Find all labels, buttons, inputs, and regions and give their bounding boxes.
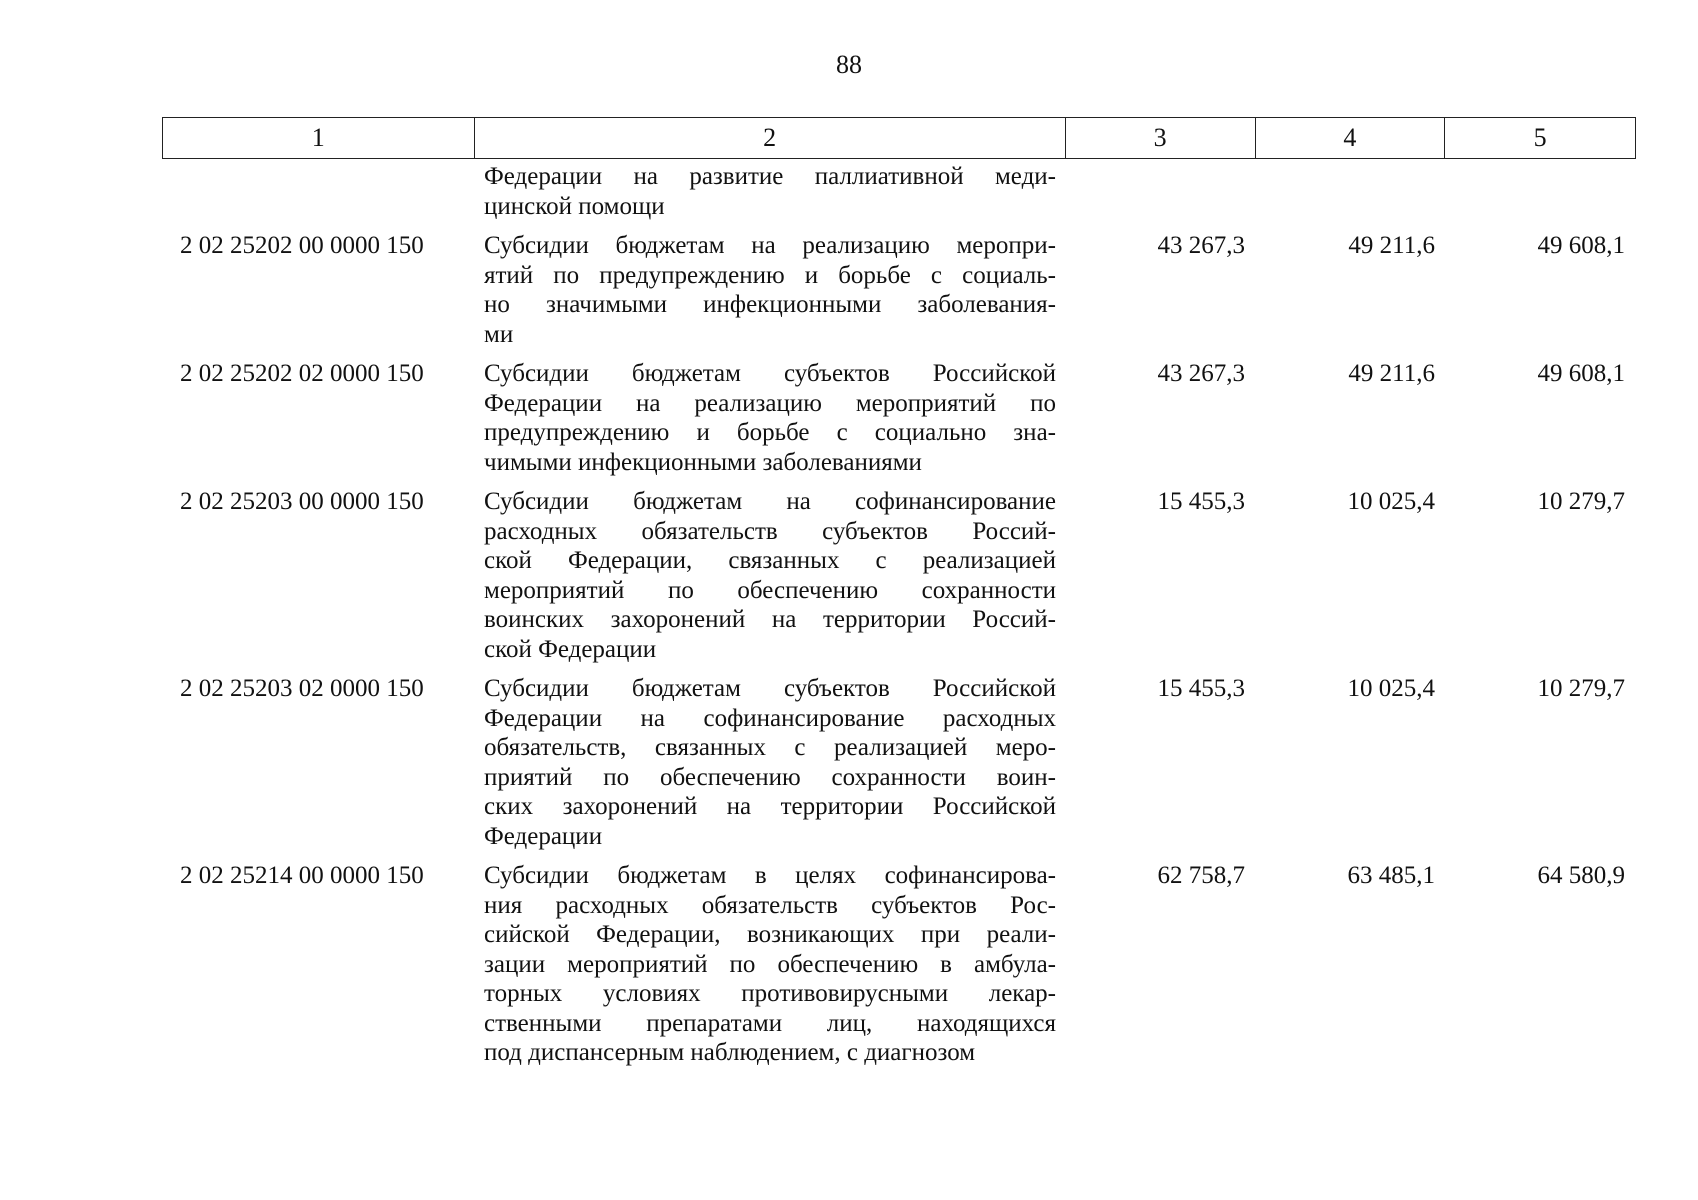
row-value-3: 43 267,3: [1157, 360, 1245, 387]
description-line: расходных обязательств субъектов Россий-: [484, 517, 1056, 545]
row-value-5: [1446, 162, 1636, 221]
table-row: [162, 861, 1636, 1068]
row-value-4: 10 025,4: [1347, 488, 1435, 515]
row-value-5: 49 608,1: [1537, 232, 1625, 259]
description-line: ской Федерации, связанных с реализацией: [484, 547, 1056, 574]
row-value-5: 64 580,9: [1537, 862, 1625, 889]
description-line: Федерации на софинансирование расходных: [484, 704, 1056, 732]
description-line: ственными препаратами лиц, находящихся: [484, 1009, 1056, 1037]
row-code: 2 02 25214 00 0000 150: [180, 862, 424, 889]
description-line: под диспансерным наблюдением, с диагнозом: [484, 1039, 976, 1066]
description-line: Федерации на реализацию мероприятий по: [484, 389, 1056, 417]
row-value-5: 49 608,1: [1537, 360, 1625, 387]
row-value-4: 63 485,1: [1347, 862, 1435, 889]
page-number: 88: [836, 50, 862, 79]
table-row: [162, 674, 1636, 851]
row-value-3: [1066, 162, 1256, 221]
header-col-2: 2: [475, 118, 1066, 158]
description-line: Субсидии бюджетам субъектов Российской: [484, 675, 1056, 702]
description-line: ской Федерации: [484, 635, 657, 663]
description-line: торных условиях противовирусными лекар-: [484, 980, 1056, 1007]
row-value-3: 43 267,3: [1157, 232, 1245, 259]
row-code: 2 02 25202 02 0000 150: [180, 360, 424, 387]
description-line: предупреждению и борьбе с социально зна-: [484, 419, 1056, 446]
row-value-4: [1256, 162, 1446, 221]
row-description: [474, 674, 1066, 851]
description-line: Субсидии бюджетам субъектов Российской: [484, 360, 1056, 387]
table-row: [162, 487, 1636, 664]
description-line: зации мероприятий по обеспечению в амбула-: [484, 950, 1056, 978]
table-row: [162, 162, 1636, 221]
description-line: ми: [484, 320, 514, 348]
table-row: [162, 359, 1636, 477]
row-value-5: 10 279,7: [1537, 675, 1625, 702]
description-line: ских захоронений на территории Российской: [484, 793, 1056, 820]
table-header-row: [162, 117, 1636, 159]
header-col-5: 5: [1533, 123, 1547, 152]
description-line: сийской Федерации, возникающих при реали-: [484, 921, 1056, 948]
row-description: [474, 359, 1066, 477]
row-value-4: 10 025,4: [1347, 675, 1435, 702]
row-value-3: 15 455,3: [1157, 675, 1245, 702]
description-line: но значимыми инфекционными заболевания-: [484, 291, 1056, 318]
description-line: чимыми инфекционными заболеваниями: [484, 448, 922, 476]
header-col-3: 3: [1066, 118, 1256, 158]
header-col-1: 1: [163, 118, 475, 158]
row-value-4: 49 211,6: [1348, 360, 1435, 387]
description-line: Федерации: [484, 822, 603, 850]
description-line: Субсидии бюджетам на софинансирование: [484, 488, 1056, 515]
budget-table: [162, 117, 1636, 1068]
description-line: воинских захоронений на территории Россий-: [484, 606, 1056, 633]
row-code: 2 02 25202 00 0000 150: [180, 232, 424, 259]
row-description: [474, 162, 1066, 221]
row-description: [474, 231, 1066, 349]
row-code: 2 02 25203 02 0000 150: [180, 675, 424, 702]
row-code: 2 02 25203 00 0000 150: [180, 488, 424, 515]
description-line: приятий по обеспечению сохранности воин-: [484, 763, 1056, 791]
row-value-3: 15 455,3: [1157, 488, 1245, 515]
header-col-4: 4: [1256, 118, 1446, 158]
description-line: обязательств, связанных с реализацией меро-: [484, 734, 1056, 761]
row-code: [162, 162, 474, 221]
table-row: [162, 231, 1636, 349]
row-value-4: 49 211,6: [1348, 232, 1435, 259]
row-description: [474, 861, 1066, 1068]
row-description: [474, 487, 1066, 664]
table-body: [162, 162, 1636, 1068]
description-line: ния расходных обязательств субъектов Рос-: [484, 891, 1056, 919]
description-line: Федерации на развитие паллиативной меди-: [484, 163, 1056, 190]
description-line: мероприятий по обеспечению сохранности: [484, 576, 1056, 604]
row-value-5: 10 279,7: [1537, 488, 1625, 515]
description-line: Субсидии бюджетам на реализацию меропри-: [484, 232, 1056, 259]
description-line: ятий по предупреждению и борьбе с социаль-: [484, 261, 1056, 289]
row-value-3: 62 758,7: [1157, 862, 1245, 889]
description-line: Субсидии бюджетам в целях софинансирова-: [484, 862, 1056, 889]
description-line: цинской помощи: [484, 192, 665, 220]
